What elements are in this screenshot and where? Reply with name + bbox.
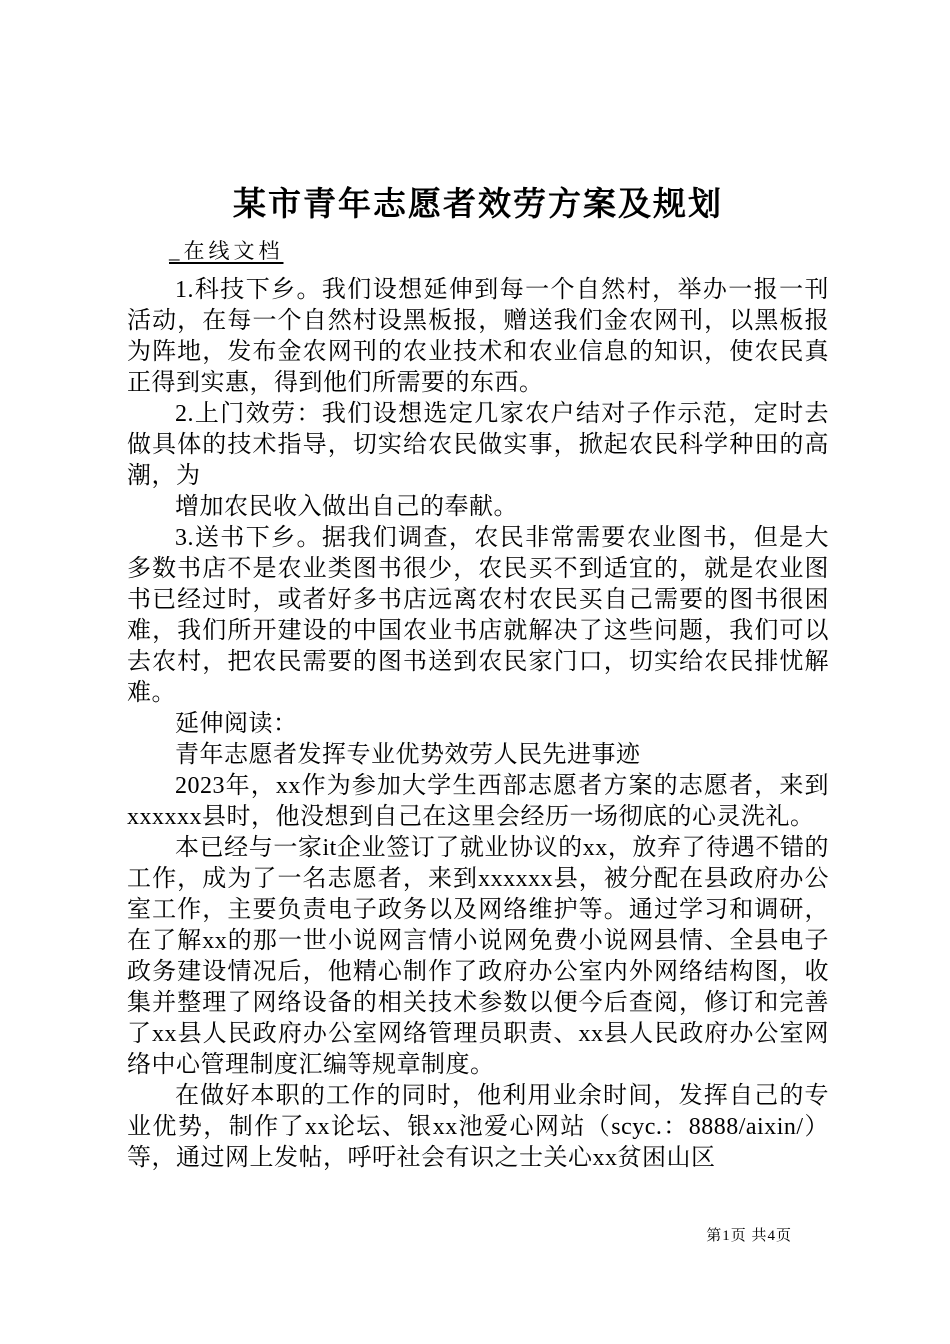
paragraph-2: 2.上门效劳：我们设想选定几家农户结对子作示范，定时去做具体的技术指导，切实给农民做实事，掀起农民科学种田的高潮，为 [127,401,829,489]
paragraph-3: 增加农民收入做出自己的奉献。 [175,494,518,520]
document-title: 某市青年志愿者效劳方案及规划 [233,187,723,223]
page-footer [706,1226,792,1246]
page-number-label: 第1页 共4页 [706,1228,792,1244]
paragraph-5: 延伸阅读： [175,711,298,737]
paragraph-7: 2023年，xx作为参加大学生西部志愿者方案的志愿者，来到xxxxxx县时，他没想到自己在这里会经历一场彻底的心灵洗礼。 [127,773,829,830]
paragraph-4: 3.送书下乡。据我们调查，农民非常需要农业图书，但是大多数书店不是农业类图书很少，农民买不到适宜的，就是农业图书已经过时，或者好多书店远离农村农民买自己需要的图书很困难，我们所开建设的中国农业书店就解决了这些问题，我们可以去农村，把农民需要的图书送到农民家门口，切实给农民排忧解难。 [127,525,829,706]
paragraph-1: 1.科技下乡。我们设想延伸到每一个自然村，举办一报一刊活动，在每一个自然村设黑板报，赠送我们金农网刊，以黑板报为阵地，发布金农网刊的农业技术和农业信息的知识，使农民真正得到实惠，得到他们所需要的东西。 [127,277,829,396]
paragraph-9: 在做好本职的工作的同时，他利用业余时间，发挥自己的专业优势，制作了xx论坛、银xx池爱心网站（scyc.：8888/aixin/）等，通过网上发帖，呼吁社会有识之士关心xx贫困山区 [127,1083,829,1171]
paragraph-8: 本已经与一家it企业签订了就业协议的xx，放弃了待遇不错的工作，成为了一名志愿者，来到xxxxxx县，被分配在县政府办公室工作，主要负责电子政务以及网络维护等。通过学习和调研，在了解xx的那一世小说网言情小说网免费小说网县情、全县电子政务建设情况后，他精心制作了政府办公室内外网络结构图，收集并整理了网络设备的相关技术参数以便今后查阅，修订和完善了xx县人民政府办公室网络管理员职责、xx县人民政府办公室网络中心管理制度汇编等规章制度。 [127,835,829,1078]
paragraph-6: 青年志愿者发挥专业优势效劳人民先进事迹 [175,742,641,768]
document-content [127,186,829,1174]
document-subtitle: _在线文档 [169,239,284,263]
